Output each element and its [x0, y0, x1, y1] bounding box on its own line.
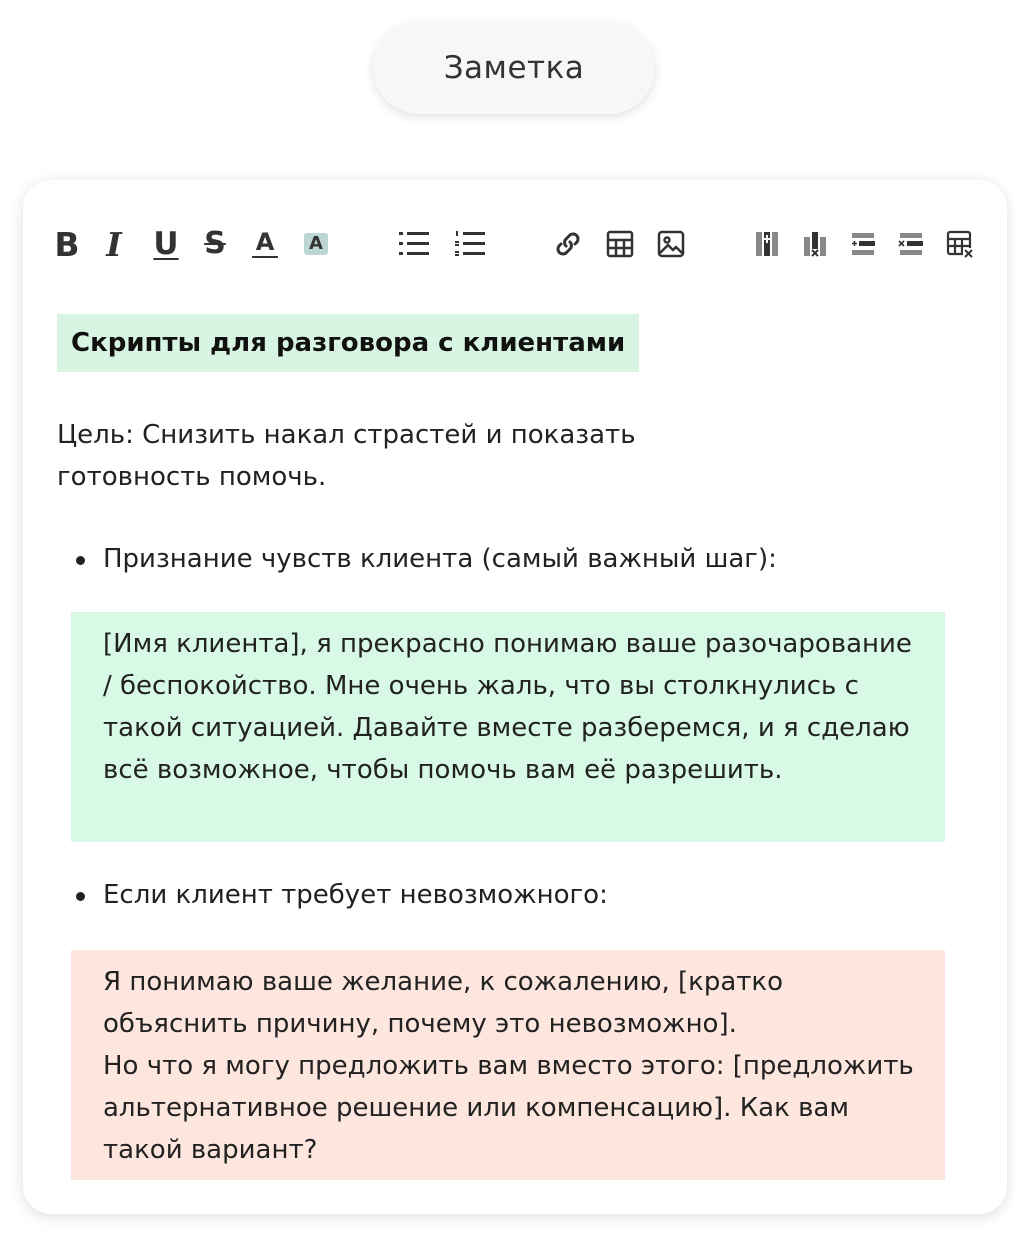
strikethrough-icon: S	[204, 226, 226, 261]
font-color-button[interactable]	[250, 224, 280, 264]
strikethrough-button[interactable]	[200, 224, 230, 264]
image-icon	[657, 230, 685, 258]
bullet-label: Признание чувств клиента (самый важный шаг):	[103, 544, 777, 574]
insert-link-button[interactable]	[552, 224, 584, 264]
delete-column-icon	[801, 229, 829, 259]
list-item[interactable]	[70, 538, 940, 580]
table-icon	[606, 230, 634, 258]
quote-text: [Имя клиента], я прекрасно понимаю ваше разочарование / беспокойство. Мне очень жаль, что вы столкнулись с такой ситуацией. Давайте вместе разберемся, и я сделаю всё возможное, чтобы помочь вам её разрешить.	[103, 629, 912, 785]
delete-table-icon	[946, 229, 974, 259]
note-title-pill	[373, 22, 655, 114]
delete-table-button[interactable]	[945, 224, 975, 264]
numbered-list-icon	[453, 229, 487, 259]
script-quote-empathy[interactable]	[71, 612, 945, 842]
bold-icon: B	[54, 224, 80, 264]
list-item[interactable]	[70, 874, 940, 916]
bulleted-list-icon	[397, 229, 431, 259]
insert-table-button[interactable]	[604, 224, 636, 264]
insert-row-icon	[849, 229, 877, 259]
insert-row-button[interactable]	[848, 224, 878, 264]
insert-image-button[interactable]	[655, 224, 687, 264]
delete-column-button[interactable]	[800, 224, 830, 264]
quote-text-line: Но что я могу предложить вам вместо этого: [предложить альтернативное решение или компенсацию]. Как вам такой вариант?	[103, 1051, 914, 1165]
script-quote-impossible[interactable]	[71, 950, 945, 1180]
italic-icon: I	[106, 224, 122, 264]
bulleted-list-button[interactable]	[396, 224, 432, 264]
note-heading[interactable]: Скрипты для разговора с клиентами	[57, 314, 639, 372]
bullet-label: Если клиент требует невозможного:	[103, 880, 608, 910]
font-color-icon: A	[255, 228, 275, 256]
delete-row-button[interactable]	[896, 224, 926, 264]
insert-column-icon	[753, 229, 781, 259]
note-title: Заметка	[443, 50, 585, 86]
italic-button[interactable]	[99, 224, 129, 264]
underline-icon: U	[153, 225, 179, 262]
numbered-list-button[interactable]	[452, 224, 488, 264]
highlight-button[interactable]	[302, 224, 330, 264]
quote-text-line: Я понимаю ваше желание, к сожалению, [кратко объяснить причину, почему это невозможно].	[103, 967, 784, 1039]
delete-row-icon	[897, 229, 925, 259]
underline-button[interactable]	[150, 224, 182, 264]
goal-text[interactable]: Цель: Снизить накал страстей и показать готовность помочь.	[57, 420, 636, 492]
insert-column-button[interactable]	[752, 224, 782, 264]
font-color-underline	[252, 256, 278, 258]
highlight-icon: A	[304, 233, 328, 255]
link-icon	[553, 229, 583, 259]
bold-button[interactable]	[52, 224, 82, 264]
